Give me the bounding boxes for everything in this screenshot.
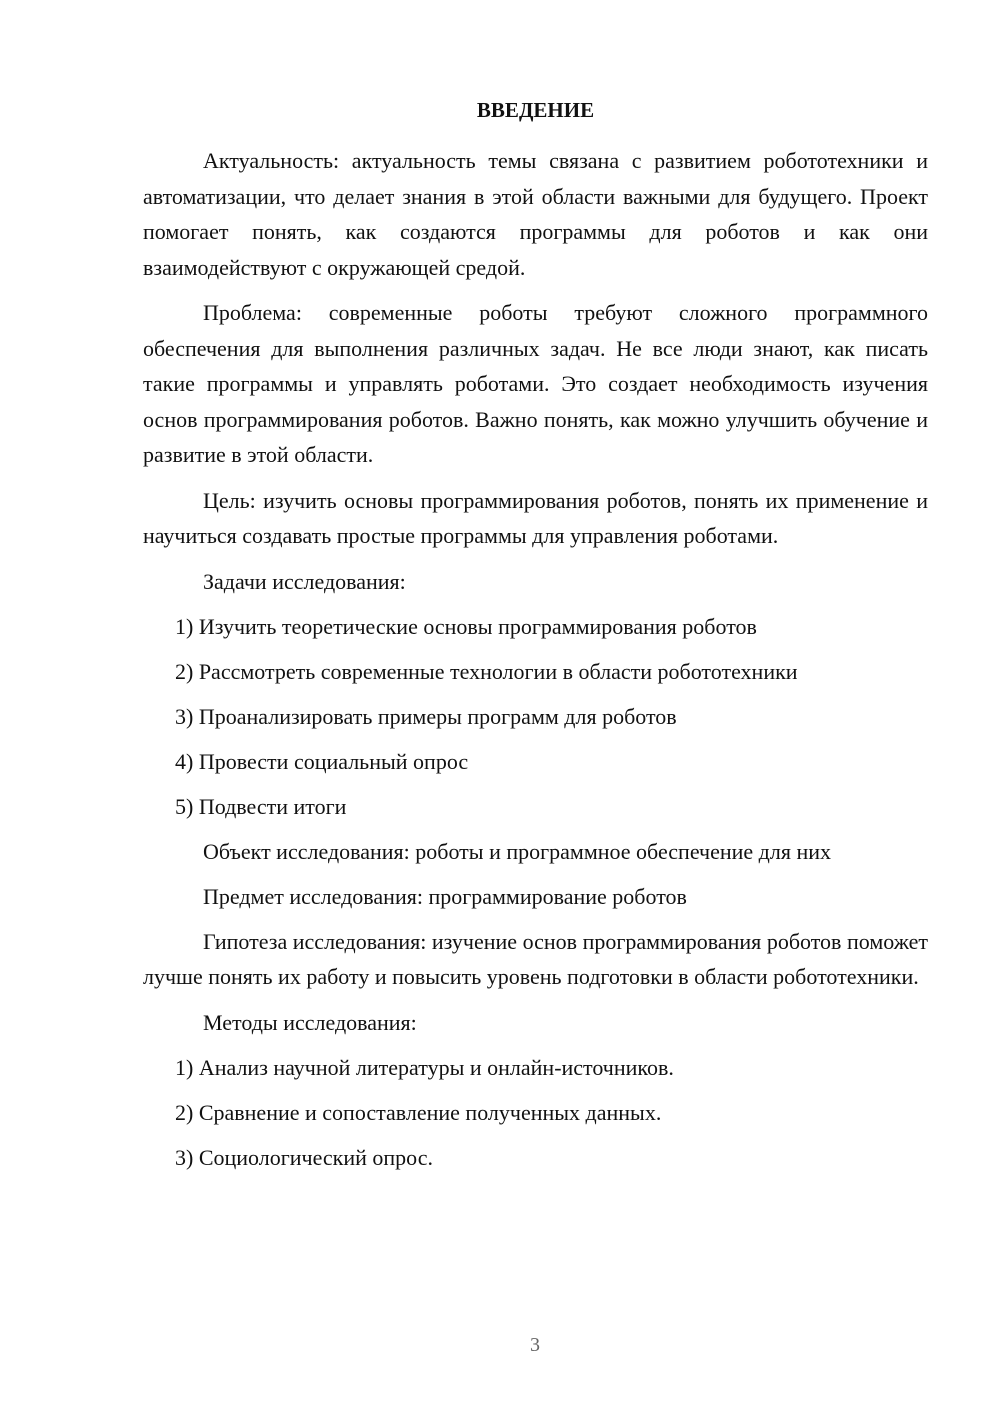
relevance-paragraph: Актуальность: актуальность темы связана с развитием робототехники и автоматизации, что делает знания в этой области важными для будущего. Проект помогает понять, как создаются программы для роботов и как они взаимодействуют с окружающей средой.: [143, 148, 928, 280]
list-item: 3) Проанализировать примеры программ для роботов: [175, 703, 677, 729]
list-item: 1) Анализ научной литературы и онлайн-источников.: [175, 1054, 674, 1080]
hypothesis-paragraph: Гипотеза исследования: изучение основ программирования роботов поможет лучше понять их работу и повысить уровень подготовки в области робототехники.: [143, 928, 928, 989]
tasks-label: Задачи исследования:: [203, 568, 406, 594]
methods-label: Методы исследования:: [203, 1009, 417, 1035]
object-paragraph: Объект исследования: роботы и программное обеспечение для них: [203, 838, 832, 864]
list-item: 2) Рассмотреть современные технологии в области робототехники: [175, 658, 798, 684]
page-title: ВВЕДЕНИЕ: [476, 98, 595, 122]
list-item: 1) Изучить теоретические основы программирования роботов: [175, 613, 757, 639]
list-item: 5) Подвести итоги: [175, 793, 347, 819]
subject-paragraph: Предмет исследования: программирование роботов: [203, 883, 687, 909]
page-number: 3: [530, 1334, 540, 1356]
tasks-list: [143, 609, 928, 824]
page-content: [143, 94, 928, 1185]
list-item: 4) Провести социальный опрос: [175, 748, 469, 774]
list-item: 3) Социологический опрос.: [175, 1144, 433, 1170]
problem-paragraph: Проблема: современные роботы требуют сложного программного обеспечения для выполнения различных задач. Не все люди знают, как писать такие программы и управлять роботами. Это создает необходимость изучения основ программирования роботов. Важно понять, как можно улучшить обучение и развитие в этой области.: [143, 300, 928, 467]
list-item: 2) Сравнение и сопоставление полученных данных.: [175, 1099, 662, 1125]
methods-list: [143, 1050, 928, 1175]
goal-paragraph: Цель: изучить основы программирования роботов, понять их применение и научиться создавать простые программы для управления роботами.: [143, 487, 928, 548]
